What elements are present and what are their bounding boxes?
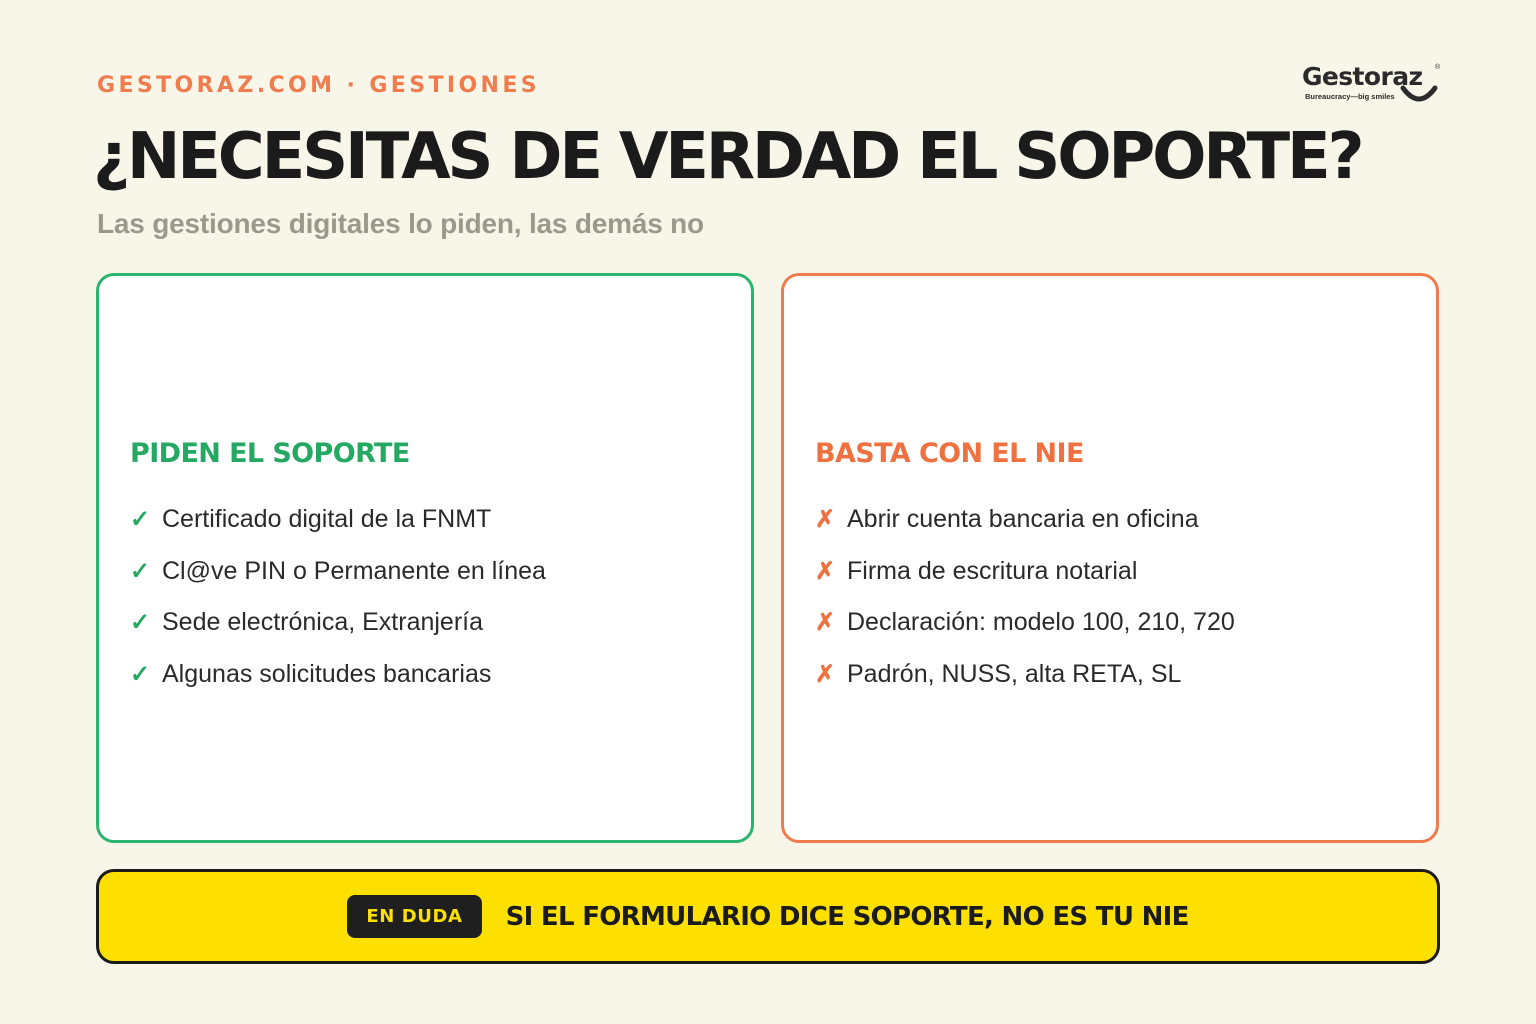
checkmark-icon: ✓	[130, 506, 151, 534]
logo-tagline: Bureaucracy—big smiles	[1305, 92, 1395, 101]
eyebrow-label: GESTORAZ.COM · GESTIONES	[97, 73, 541, 98]
list-item-text: Declaración: modelo 100, 210, 720	[847, 608, 1235, 637]
requirement-list	[130, 494, 546, 700]
list-item-text: Firma de escritura notarial	[847, 556, 1138, 585]
smile-icon	[1400, 84, 1438, 106]
card-title: PIDEN EL SOPORTE	[130, 438, 410, 469]
list-item	[815, 546, 1235, 598]
card-nie-enough	[781, 273, 1439, 843]
page-title: ¿NECESITAS DE VERDAD EL SOPORTE?	[93, 120, 1362, 194]
page-subtitle: Las gestiones digitales lo piden, las demás no	[97, 208, 704, 239]
list-item	[815, 494, 1235, 546]
banner-text: SI EL FORMULARIO DICE SOPORTE, NO ES TU NIE	[505, 901, 1189, 932]
list-item-text: Abrir cuenta bancaria en oficina	[847, 505, 1199, 534]
card-requires-support	[96, 273, 754, 843]
logo-registered-mark: ®	[1435, 64, 1441, 71]
list-item	[815, 597, 1235, 649]
list-item-text: Padrón, NUSS, alta RETA, SL	[847, 659, 1182, 688]
list-item-text: Sede electrónica, Extranjería	[162, 608, 484, 637]
doubt-badge: EN DUDA	[347, 895, 481, 938]
tip-banner	[96, 869, 1440, 964]
requirement-list	[815, 494, 1235, 700]
card-title: BASTA CON EL NIE	[815, 438, 1084, 469]
checkmark-icon: ✓	[130, 609, 151, 637]
gestoraz-logo	[1300, 62, 1442, 108]
logo-wordmark: Gestoraz	[1302, 62, 1423, 91]
cross-icon: ✗	[815, 506, 836, 534]
checkmark-icon: ✓	[130, 660, 151, 688]
list-item	[130, 597, 546, 649]
cross-icon: ✗	[815, 609, 836, 637]
cross-icon: ✗	[815, 660, 836, 688]
list-item	[815, 649, 1235, 701]
list-item-text: Certificado digital de la FNMT	[162, 505, 492, 534]
list-item	[130, 494, 546, 546]
list-item-text: Algunas solicitudes bancarias	[162, 659, 492, 688]
list-item-text: Cl@ve PIN o Permanente en línea	[162, 556, 546, 585]
cross-icon: ✗	[815, 557, 836, 585]
list-item	[130, 649, 546, 701]
list-item	[130, 546, 546, 598]
checkmark-icon: ✓	[130, 557, 151, 585]
